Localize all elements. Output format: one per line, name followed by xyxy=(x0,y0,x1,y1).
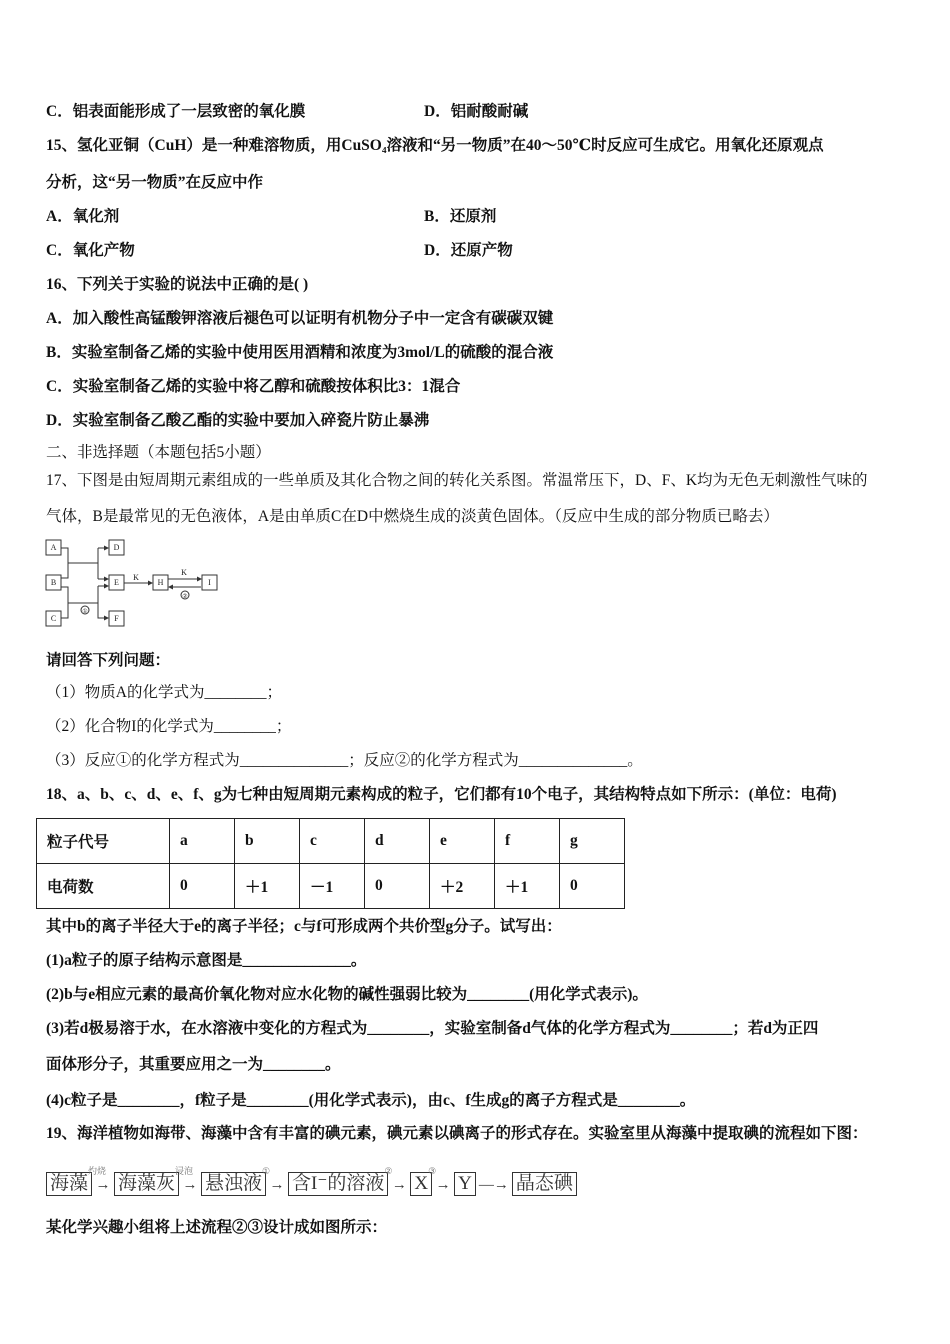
q15-stem-line2: 分析，这“另一物质”在反应中作 xyxy=(46,174,264,191)
table-cell: ＋2 xyxy=(430,864,495,909)
node-a: A xyxy=(50,543,57,552)
table-cell: 0 xyxy=(170,864,235,909)
table-cell: e xyxy=(430,819,495,864)
node-d: D xyxy=(113,543,120,552)
option-a: A．氧化剂 xyxy=(46,208,120,225)
q16-option-b: B．实验室制备乙烯的实验中使用医用酒精和浓度为3mol/L的硫酸的混合液 xyxy=(46,344,554,361)
table-cell: c xyxy=(300,819,365,864)
table-cell: d xyxy=(365,819,430,864)
q18-condition: 其中b的离子半径大于e的离子半径；c与f可形成两个共价型g分子。试写出： xyxy=(46,918,562,935)
table-row xyxy=(37,864,625,909)
label-reaction-1: ① xyxy=(82,609,88,615)
q18-part3-line1: (3)若d极易溶于水，在水溶液中变化的方程式为________，实验室制备d气体的化学方程式为________；若d为正四 xyxy=(46,1020,819,1037)
reaction-diagram xyxy=(40,535,230,635)
table-cell: b xyxy=(235,819,300,864)
q18-part2: (2)b与e相应元素的最高价氧化物对应水化物的碱性强弱比较为________(用化学式表示)。 xyxy=(46,986,648,1003)
option-d: D．还原产物 xyxy=(424,242,513,259)
iodine-extraction-flow xyxy=(46,1160,577,1196)
node-b: B xyxy=(50,578,57,587)
q15-stem-line1: 15、氢化亚铜（CuH）是一种难溶物质，用CuSO₄溶液和“另一物质”在40～50℃时反应可生成它。用氧化还原观点 xyxy=(46,137,824,154)
table-cell: ＋1 xyxy=(235,864,300,909)
flow-box: Y xyxy=(454,1172,476,1196)
node-c: C xyxy=(50,614,57,623)
table-cell: ＋1 xyxy=(495,864,560,909)
particle-table xyxy=(36,818,625,909)
flow-box: X xyxy=(410,1172,432,1196)
step-label: 灼烧 xyxy=(88,1166,107,1176)
node-h: H xyxy=(157,578,164,587)
flow-arrow: —→ xyxy=(478,1177,509,1193)
step-label: ① xyxy=(262,1166,271,1176)
q17-part1: （1）物质A的化学式为________； xyxy=(46,684,282,701)
table-cell: －1 xyxy=(300,864,365,909)
q15-options-ab xyxy=(46,207,497,227)
q16-option-a: A．加入酸性高锰酸钾溶液后褪色可以证明有机物分子中一定含有碳碳双键 xyxy=(46,310,554,327)
q19-stem: 19、海洋植物如海带、海藻中含有丰富的碘元素，碘元素以碘离子的形式存在。实验室里从海藻中提取碘的流程如下图： xyxy=(46,1125,868,1142)
flow-arrow: → 灼烧 xyxy=(92,1174,114,1196)
step-label: ③ xyxy=(428,1166,437,1176)
q17-stem-line2: 气体，B是最常见的无色液体，A是由单质C在D中燃烧生成的淡黄色固体。（反应中生成的部分物质已略去） xyxy=(46,508,779,525)
table-cell: a xyxy=(170,819,235,864)
q17-prompt: 请回答下列问题： xyxy=(46,652,171,669)
q16-option-d: D．实验室制备乙酸乙酯的实验中要加入碎瓷片防止暴沸 xyxy=(46,412,430,429)
node-e: E xyxy=(114,578,119,587)
table-cell: 0 xyxy=(365,864,430,909)
table-cell: g xyxy=(560,819,625,864)
step-label: 浸泡 xyxy=(175,1166,194,1176)
q17-part3: （3）反应①的化学方程式为______________；反应②的化学方程式为______________。 xyxy=(46,752,643,769)
label-reaction-2: ② xyxy=(182,594,188,600)
q18-part4: (4)c粒子是________，f粒子是________(用化学式表示)，由c、f生成g的离子方程式是________。 xyxy=(46,1092,696,1109)
option-b: B．还原剂 xyxy=(424,208,497,225)
flow-arrow: → ① xyxy=(266,1174,288,1196)
q19-followup: 某化学兴趣小组将上述流程②③设计成如图所示： xyxy=(46,1219,388,1236)
flow-box: 海藻灰 xyxy=(114,1172,179,1196)
q18-part1: (1)a粒子的原子结构示意图是______________。 xyxy=(46,952,367,969)
flow-box: 晶态碘 xyxy=(512,1172,577,1196)
flow-arrow: → 浸泡 xyxy=(179,1174,201,1196)
table-cell: 0 xyxy=(560,864,625,909)
option-c: C．氧化产物 xyxy=(46,242,135,259)
section-heading: 二、非选择题（本题包括5小题） xyxy=(46,444,271,461)
option-d: D．铝耐酸耐碱 xyxy=(424,103,529,120)
q14-option-c xyxy=(46,102,529,122)
label-k1: K xyxy=(133,573,139,582)
flow-box: 悬浊液 xyxy=(201,1172,266,1196)
label-k2: K xyxy=(181,568,187,577)
node-i: I xyxy=(208,578,211,587)
q18-part3-line2: 面体形分子，其重要应用之一为________。 xyxy=(46,1056,341,1073)
table-cell: 电荷数 xyxy=(37,864,170,909)
q15-options-cd xyxy=(46,241,513,261)
node-f: F xyxy=(114,614,119,623)
q17-part2: （2）化合物I的化学式为________； xyxy=(46,718,292,735)
q17-stem-line1: 17、下图是由短周期元素组成的一些单质及其化合物之间的转化关系图。常温常压下，D、F、K均为无色无刺激性气味的 xyxy=(46,472,868,489)
flow-arrow: → ③ xyxy=(432,1174,454,1196)
flow-box: 含I⁻的溶液 xyxy=(288,1172,388,1196)
flow-box: 海藻 xyxy=(46,1172,92,1196)
q18-stem: 18、a、b、c、d、e、f、g为七种由短周期元素构成的粒子，它们都有10个电子，其结构特点如下所示：(单位：电荷) xyxy=(46,786,837,803)
option-c: C．铝表面能形成了一层致密的氧化膜 xyxy=(46,103,306,120)
table-cell: 粒子代号 xyxy=(37,819,170,864)
q16-stem: 16、下列关于实验的说法中正确的是( ) xyxy=(46,276,309,293)
q16-option-c: C．实验室制备乙烯的实验中将乙醇和硫酸按体积比3：1混合 xyxy=(46,378,461,395)
table-cell: f xyxy=(495,819,560,864)
flow-arrow: → ② xyxy=(388,1174,410,1196)
step-label: ② xyxy=(384,1166,393,1176)
table-header-row xyxy=(37,819,625,864)
